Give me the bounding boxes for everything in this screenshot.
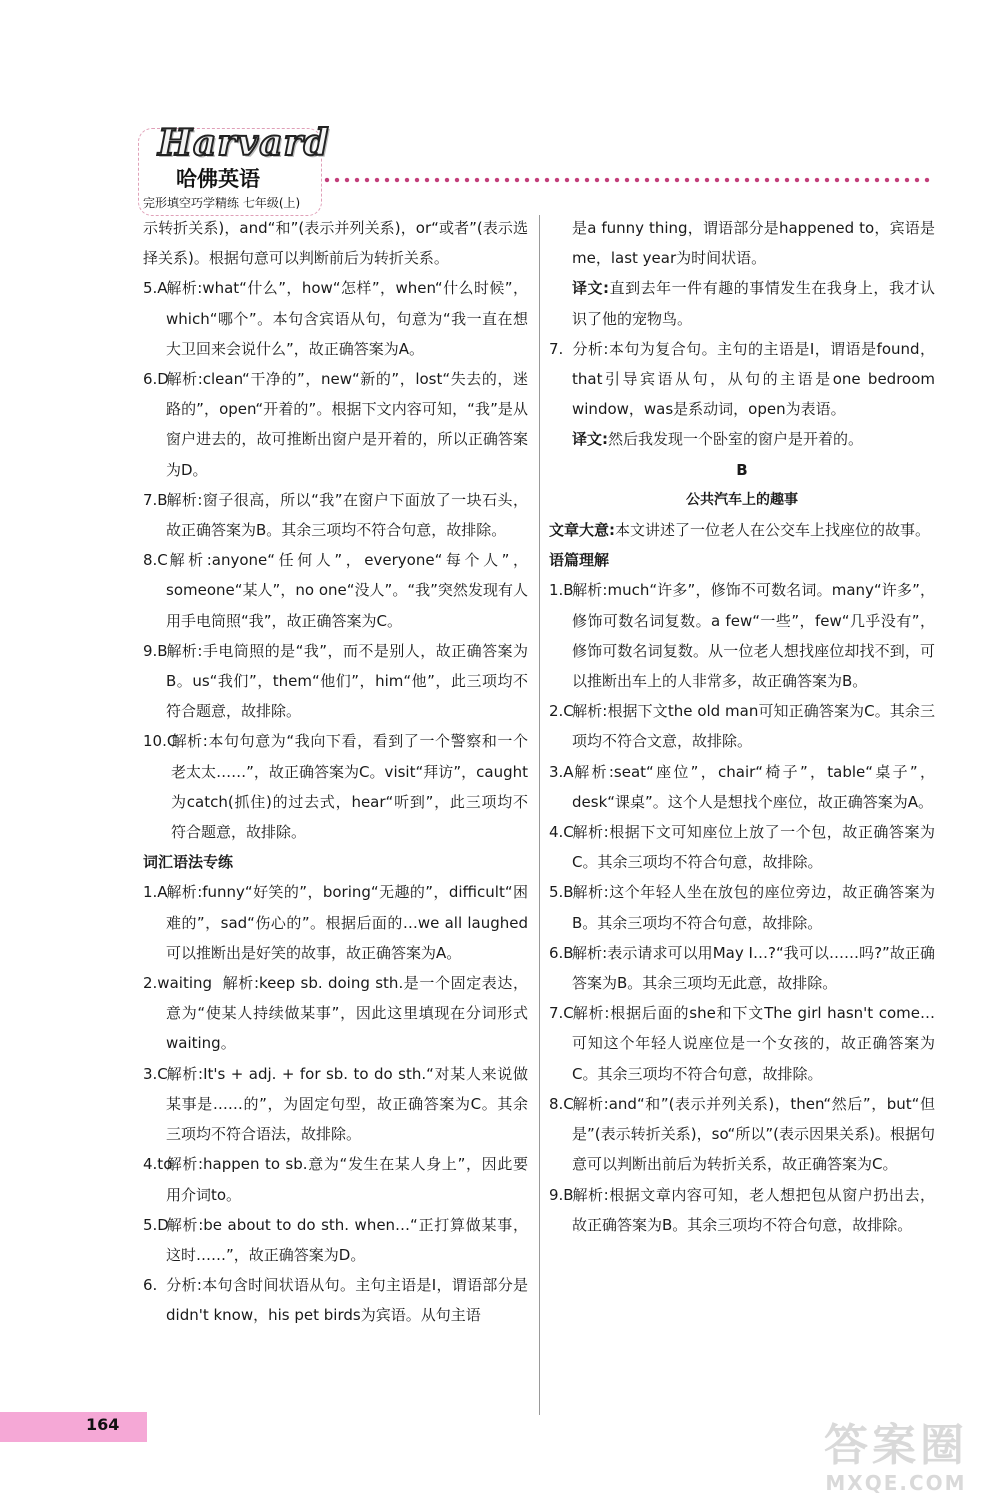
answer-item [143, 364, 528, 485]
answer-text: 解析:窗子很高，所以“我”在窗户下面放了一块石头，故正确答案为B。其余三项均不符合句意，故排除。 [166, 490, 528, 540]
answer-text: 解析:be about to do sth. when…“正打算做某事，这时……”，故正确答案为D。 [166, 1215, 528, 1264]
watermark [806, 1421, 986, 1495]
brand-logo: Harvard [158, 122, 330, 164]
answer-item [549, 1089, 935, 1180]
answer-item [143, 877, 528, 968]
analysis-item [549, 334, 935, 425]
answer-text: 分析:本句为复合句。主句的主语是I，谓语是found，that引导宾语从句，从句的主语是one bedroom window，was是系动词，open为表语。 [572, 339, 935, 419]
answer-number: 10.C [143, 732, 178, 751]
watermark-url: MXQE.COM [825, 1471, 967, 1495]
answer-number: 6.D [143, 370, 169, 389]
answer-list-b [143, 877, 528, 1330]
answer-number: 4.to [143, 1155, 173, 1174]
page-number: 164 [86, 1415, 120, 1434]
answer-text: 解析:happen to sb.意为“发生在某人身上”，因此要用介词to。 [166, 1155, 528, 1204]
answer-number: 1.A [143, 883, 168, 902]
answer-number: 8.C [549, 1094, 574, 1113]
answer-text: 分析:本句含时间状语从句。主句主语是I，谓语部分是didn't know，his pet birds为宾语。从句主语 [166, 1276, 528, 1325]
answer-text: 解析:It's + adj. + for sb. to do sth.“对某人来说做某事是……的”，为固定句型，故正确答案为C。其余三项均不符合语法，故排除。 [166, 1064, 528, 1144]
answer-text: 解析:anyone“任何人”，everyone“每个人”，someone“某人”，no one“没人”。“我”突然发现有人用手电筒照“我”，故正确答案为C。 [166, 551, 528, 630]
watermark-logo-text: 答案圈 [824, 1420, 968, 1471]
answer-item [143, 545, 528, 636]
answer-text: 解析:根据下文the old man可知正确答案为C。其余三项均不符合文意，故排除。 [572, 702, 935, 751]
summary [549, 515, 935, 545]
answer-text: 解析:这个年轻人坐在放包的座位旁边，故正确答案为B。其余三项均不符合句意，故排除。 [572, 883, 935, 932]
answer-item [549, 1180, 935, 1240]
answer-item [143, 273, 528, 364]
right-column [549, 213, 935, 1240]
answer-text: 解析:根据下文可知座位上放了一个包，故正确答案为C。其余三项均不符合句意，故排除。 [572, 823, 935, 872]
translation-text: 直到去年一件有趣的事情发生在我身上，我才认识了他的宠物鸟。 [572, 279, 935, 328]
answer-text: 解析:keep sb. doing sth.是一个固定表达，意为“使某人持续做某事”，因此这里填现在分词形式waiting。 [166, 974, 528, 1053]
section-heading-vocab: 词汇语法专练 [143, 853, 234, 872]
answer-item [549, 575, 935, 696]
section-heading-reading: 语篇理解 [549, 551, 610, 570]
answer-number: 7. [549, 339, 564, 358]
answer-item [143, 1149, 528, 1209]
answer-number: 7.B [143, 490, 168, 509]
translation-text: 然后我发现一个卧室的窗户是开着的。 [608, 430, 864, 449]
answer-text: 解析:表示请求可以用May I…?“我可以……吗?”故正确答案为B。其余三项均无此意，故排除。 [572, 943, 935, 993]
summary-label: 文章大意: [549, 521, 615, 540]
answer-number: 2.C [549, 702, 574, 721]
answer-text: 解析:根据文章内容可知，老人想把包从窗户扔出去，故正确答案为B。其余三项均不符合句意，故排除。 [572, 1185, 935, 1234]
answer-item [143, 485, 528, 545]
answer-item [549, 757, 935, 817]
translation-2 [549, 424, 935, 454]
answer-text: 解析:what“什么”，how“怎样”，when“什么时候”，which“哪个”。本句含宾语从句，句意为“我一直在想大卫回来会说什么”，故正确答案为A。 [166, 279, 528, 358]
answer-number: 5.B [549, 883, 574, 902]
answer-number: 4.C [549, 823, 574, 842]
answer-text: 解析:本句句意为“我向下看，看到了一个警察和一个老太太……”，故正确答案为C。visit“拜访”，caught为catch(抓住)的过去式，hear“听到”，此三项均不符合题意，故排除。 [171, 732, 528, 842]
answer-number: 1.B [549, 581, 574, 600]
answer-text: 解析:根据后面的she和下文The girl hasn't come…可知这个年轻人说座位是一个女孩的，故正确答案为C。其余三项均不符合句意，故排除。 [572, 1004, 935, 1083]
answer-item [143, 726, 528, 847]
answer-number: 9.B [549, 1185, 574, 1204]
answer-text: 解析:seat“座位”，chair“椅子”，table“桌子”，desk“课桌”。这个人是想找个座位，故正确答案为A。 [572, 762, 935, 811]
column-divider [539, 215, 540, 1415]
summary-text: 本文讲述了一位老人在公交车上找座位的故事。 [615, 521, 931, 540]
part-label: B [736, 460, 748, 479]
answer-number: 2.waiting [143, 974, 213, 993]
answer-number: 7.C [549, 1004, 574, 1023]
left-column [143, 213, 528, 1331]
answer-item [143, 1059, 528, 1150]
answer-text: 解析:funny“好笑的”，boring“无趣的”，difficult“困难的”，sad“伤心的”。根据后面的…we all laughed可以推断出是好笑的故事，故正确答案为A。 [166, 883, 528, 962]
brand-chinese-title: 哈佛英语 [176, 167, 260, 191]
answer-number: 8.C [143, 551, 168, 570]
answer-number: 5.D [143, 1215, 169, 1234]
answer-item [549, 998, 935, 1089]
translation-label: 译文: [572, 430, 608, 449]
answer-item [549, 938, 935, 998]
answer-text: 解析:and“和”(表示并列关系)，then“然后”，but“但是”(表示转折关系)，so“所以”(表示因果关系)。根据句意可以判断出前后为转折关系，故正确答案为C。 [572, 1094, 935, 1174]
answer-item [143, 636, 528, 727]
answer-number: 5.A [143, 279, 168, 298]
page-number-tab [0, 1412, 147, 1442]
answer-number: 3.A [549, 762, 574, 781]
book-subtitle: 完形填空巧学精练 七年级(上) [143, 196, 301, 210]
answer-item [143, 1270, 528, 1330]
answer-text: 解析:clean“干净的”，new“新的”，lost“失去的，迷路的”，open“开着的”。根据下文内容可知，“我”是从窗户进去的，故可推断出窗户是开着的，所以正确答案为D。 [166, 370, 528, 479]
answer-number: 9.B [143, 641, 168, 660]
answer-item [549, 817, 935, 877]
translation-label: 译文: [572, 279, 610, 298]
answer-number: 3.C [143, 1064, 168, 1083]
answer-list-a [143, 273, 528, 847]
answer-text: 解析:much“许多”，修饰不可数名词。many“许多”，修饰可数名词复数。a few“一些”，few“几乎没有”，修饰可数名词复数。从一位老人想找座位却找不到，可以推断出车上的人非常多，故正确答案为B。 [572, 581, 935, 691]
answer-item [549, 696, 935, 756]
answer-item [143, 1210, 528, 1270]
answer-list-c [549, 575, 935, 1239]
answer-text: 解析:手电筒照的是“我”，而不是别人，故正确答案为B。us“我们”，them“他们”，him“他”，此三项均不符合题意，故排除。 [166, 641, 528, 721]
continued-paragraph: 示转折关系)，and“和”(表示并列关系)，or“或者”(表示选择关系)。根据句意可以判断前后为转折关系。 [143, 219, 528, 268]
header-dotted-rule [322, 177, 934, 183]
answer-item [143, 968, 528, 1059]
answer-item [549, 877, 935, 937]
answer-number: 6. [143, 1276, 158, 1295]
continued-analysis: 是a funny thing，谓语部分是happened to，宾语是me，last year为时间状语。 [572, 219, 935, 268]
story-title: 公共汽车上的趣事 [686, 491, 798, 508]
translation-1 [549, 273, 935, 333]
answer-number: 6.B [549, 943, 574, 962]
